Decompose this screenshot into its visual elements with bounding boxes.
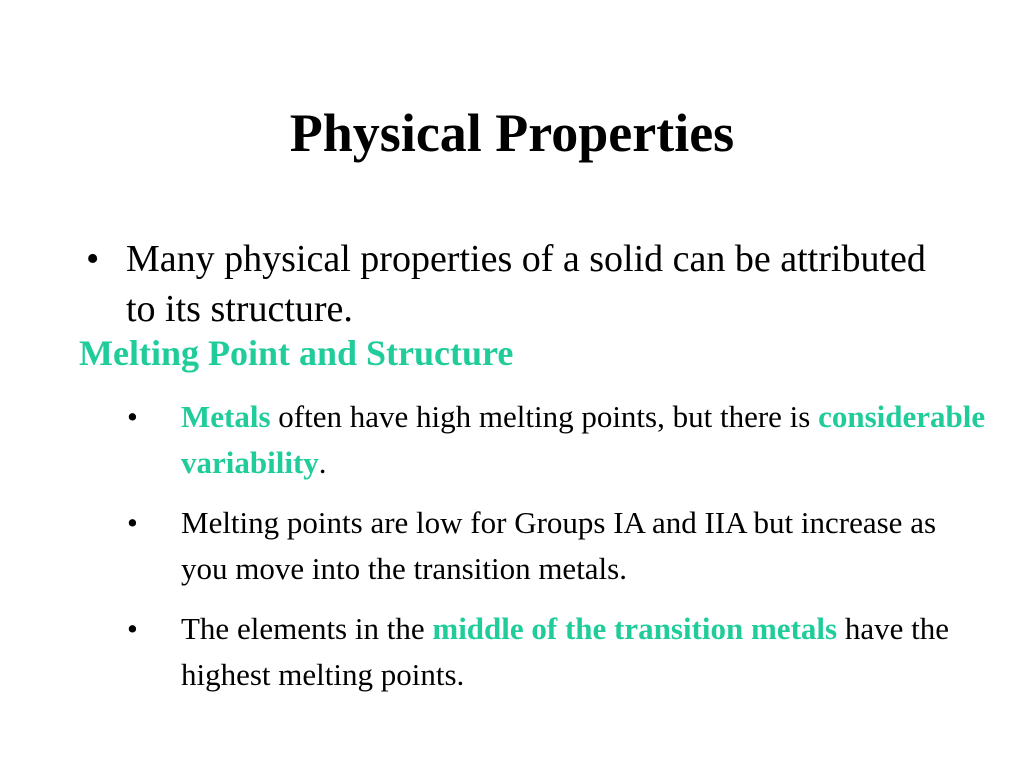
bullet-icon: • — [127, 505, 138, 540]
bullet-icon: • — [86, 238, 100, 280]
section-subheading: Melting Point and Structure — [79, 333, 514, 373]
list-item-text: The elements in the — [181, 611, 433, 646]
list-item-groups — [127, 500, 987, 592]
main-bullet — [86, 234, 946, 334]
bullet-icon: • — [127, 399, 138, 434]
list-item-text: Melting points are low for Groups IA and IIA but increase as you move into the transition metals. — [181, 505, 937, 586]
bullet-icon: • — [127, 611, 138, 646]
list-item-transition-metals — [127, 606, 987, 698]
main-bullet-text: Many physical properties of a solid can be attributed to its structure. — [126, 238, 926, 330]
melting-point-list — [127, 394, 987, 712]
highlight-considerable-variability: considerable variability — [181, 399, 986, 480]
list-item-text: have the highest melting points. — [181, 611, 949, 692]
slide-title: Physical Properties — [289, 103, 735, 163]
highlight-middle-transition-metals: middle of the transition metals — [432, 611, 838, 646]
list-item-metals — [127, 394, 987, 486]
highlight-metals: Metals — [181, 399, 271, 434]
list-item-text: . — [318, 445, 327, 480]
list-item-text: often have high melting points, but there is — [270, 399, 819, 434]
